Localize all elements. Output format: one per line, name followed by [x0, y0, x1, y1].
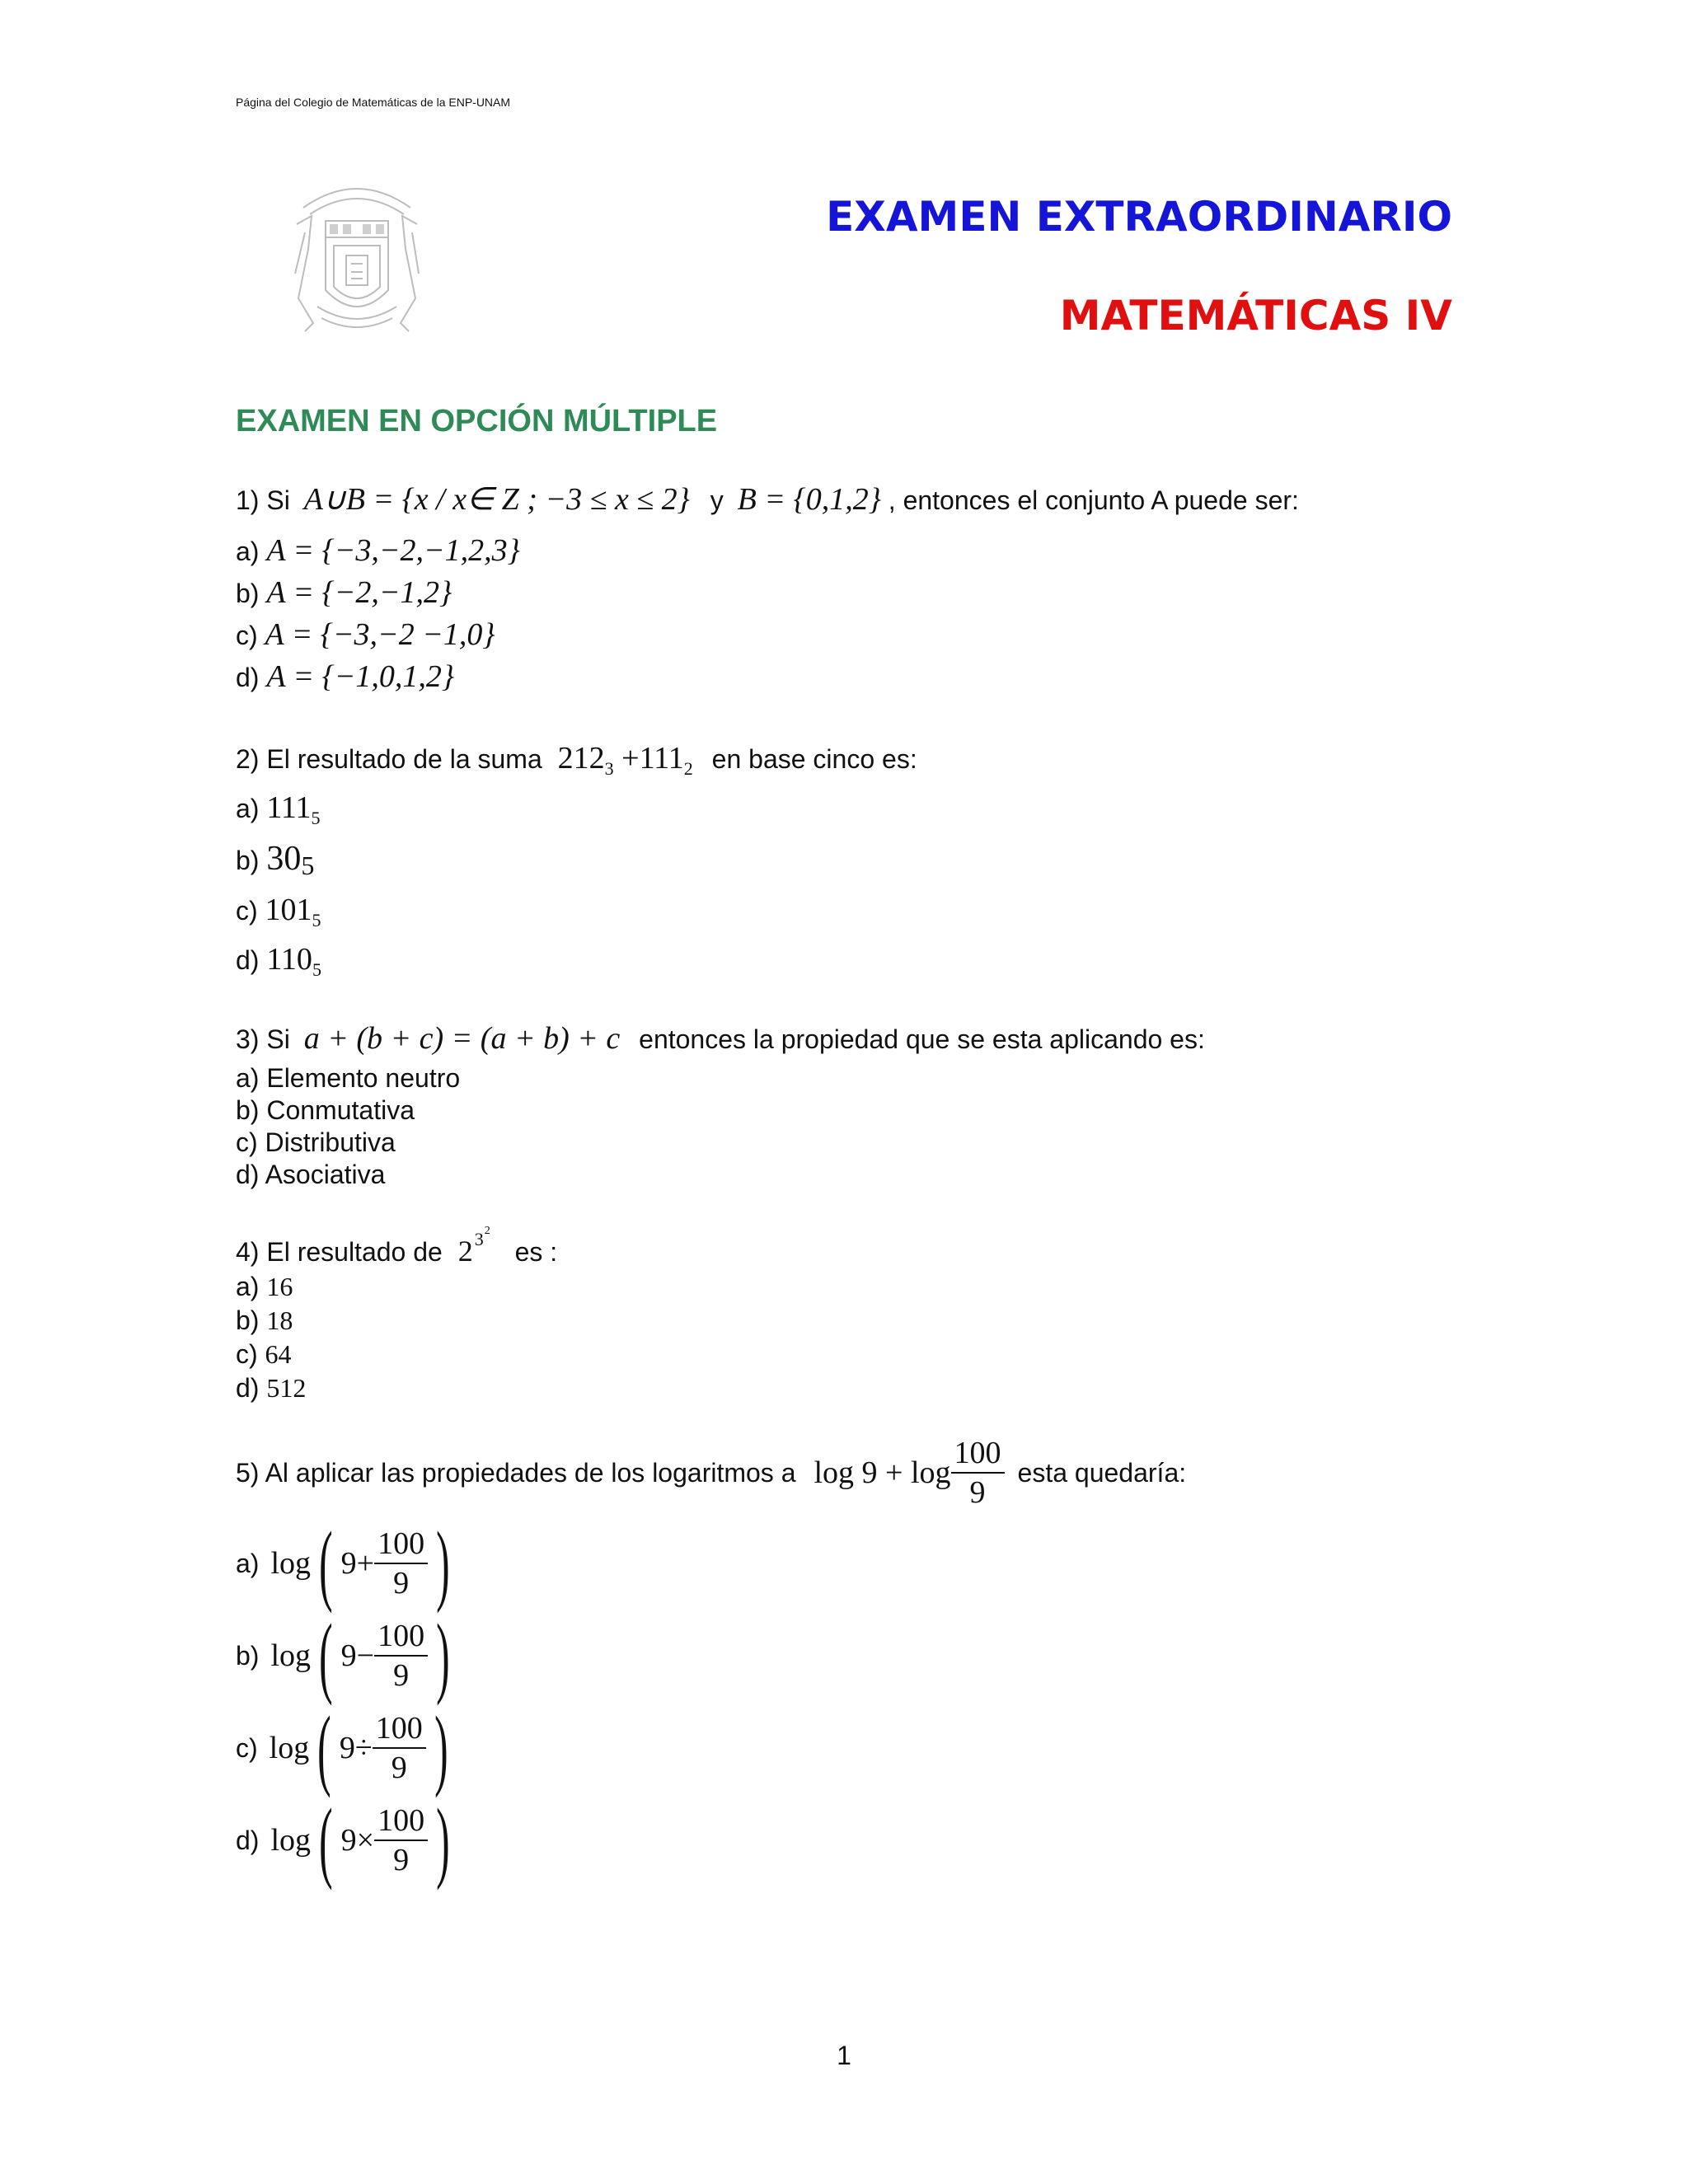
section-heading: EXAMEN EN OPCIÓN MÚLTIPLE [236, 404, 718, 438]
question-2 [236, 742, 917, 785]
enp-crest-logo [288, 175, 425, 336]
q1-set-b: B = {0,1,2} [737, 482, 881, 517]
page-header-source: Página del Colegio de Matemáticas de la ENP-UNAM [236, 96, 511, 109]
q3-option-b[interactable]: b) Conmutativa [236, 1095, 415, 1125]
q4-option-a[interactable]: a) 16 [236, 1272, 293, 1301]
q5-option-a[interactable]: a) log ( 9+ $\frac{100}{9}$ ) [236, 1513, 450, 1614]
q2-option-c[interactable]: c) $101_5$ [236, 893, 321, 930]
q3-option-d[interactable]: d) Asociativa [236, 1160, 386, 1189]
q5-option-c[interactable]: c) log ( 9÷ $\frac{100}{9}$ ) [236, 1698, 448, 1798]
q1-prefix: 1) Si [236, 485, 290, 515]
q1-connector: y [710, 485, 724, 515]
q3-expression: a + (b + c) = (a + b) + c [303, 1021, 621, 1056]
q4-power-expression: 2 3 2 [457, 1225, 490, 1268]
q2-expression: $212_3 +111_2$ [557, 741, 693, 779]
q1-suffix: , entonces el conjunto A puede ser: [888, 485, 1299, 515]
q5-suffix: esta quedaría: [1017, 1457, 1187, 1488]
q4-option-b[interactable]: b) 18 [236, 1305, 293, 1335]
q4-suffix: es : [514, 1237, 558, 1267]
q2-suffix: en base cinco es: [711, 744, 917, 774]
q2-option-d[interactable]: d) $110_5$ [236, 942, 321, 980]
q3-option-c[interactable]: c) Distributiva [236, 1127, 396, 1157]
q1-option-d[interactable]: d) A = {−1,0,1,2} [236, 659, 455, 694]
exam-subject: MATEMÁTICAS IV [1059, 292, 1452, 340]
q1-option-a[interactable]: a) A = {−3,−2,−1,2,3} [236, 533, 520, 568]
q5-fraction: $\frac{100}{9}$ [951, 1437, 1005, 1508]
question-4 [236, 1225, 558, 1268]
q1-option-c[interactable]: c) A = {−3,−2 −1,0} [236, 617, 495, 652]
page-number: 1 [837, 2041, 851, 2070]
q1-option-b[interactable]: b) A = {−2,−1,2} [236, 575, 452, 610]
question-5 [236, 1437, 1186, 1508]
q5-option-b[interactable]: b) log ( 9− $\frac{100}{9}$ ) [236, 1605, 450, 1706]
q5-expression-left: log 9 + log [814, 1455, 951, 1490]
q5-option-d[interactable]: d) log ( 9× $\frac{100}{9}$ ) [236, 1790, 450, 1891]
q2-option-a[interactable]: a) $111_5$ [236, 790, 321, 828]
exam-title: EXAMEN EXTRAORDINARIO [826, 193, 1452, 241]
q3-suffix: entonces la propiedad que se esta aplicando es: [639, 1024, 1205, 1054]
q1-set-expression: A∪B = {x / x∈ Z ; −3 ≤ x ≤ 2} [303, 482, 690, 517]
q4-prefix: 4) El resultado de [236, 1237, 443, 1267]
question-3 [236, 1022, 1205, 1056]
q3-option-a[interactable]: a) Elemento neutro [236, 1063, 461, 1093]
q4-option-c[interactable]: c) 64 [236, 1339, 292, 1369]
q2-prefix: 2) El resultado de la suma [236, 744, 542, 774]
q5-prefix: 5) Al aplicar las propiedades de los logaritmos a [236, 1457, 796, 1488]
q2-option-b[interactable]: b) $30_5$ [236, 840, 315, 880]
q4-option-d[interactable]: d) 512 [236, 1373, 307, 1403]
q3-prefix: 3) Si [236, 1024, 290, 1054]
question-1 [236, 483, 1299, 517]
